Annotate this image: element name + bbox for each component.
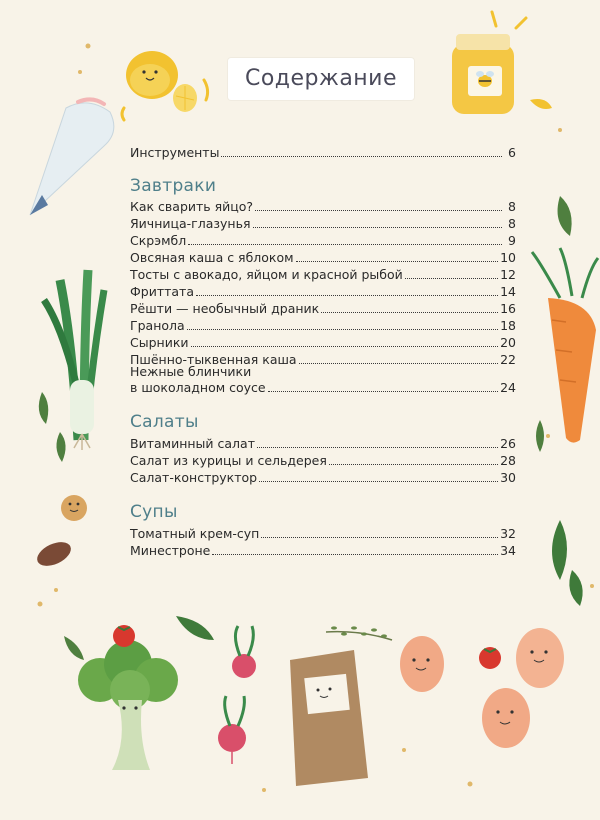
toc-entry-page: 8 xyxy=(508,199,516,214)
toc-entry-label: Салат-конструктор xyxy=(130,470,258,485)
toc-entry-label-line1[interactable]: Нежные блинчики xyxy=(130,364,252,379)
toc-entry-label: Гранола xyxy=(130,318,185,333)
toc-leader xyxy=(296,261,499,262)
section-heading: Салаты xyxy=(130,412,199,432)
section-heading: Завтраки xyxy=(130,176,217,196)
carrot-icon xyxy=(532,248,598,443)
paper-bag-icon xyxy=(290,650,368,786)
toc-entry[interactable] xyxy=(130,543,516,559)
toc-entry-label: в шоколадном соусе xyxy=(130,380,266,395)
toc-entry-label: Минестроне xyxy=(130,543,211,558)
toc-entry-page: 18 xyxy=(500,318,516,333)
thyme-sprig-icon xyxy=(326,626,392,640)
toc-entry-label: Как сварить яйцо? xyxy=(130,199,254,214)
toc-entry-page: 20 xyxy=(500,335,516,350)
toc-entry[interactable] xyxy=(130,267,516,283)
toc-leader xyxy=(191,346,499,347)
toc-leader xyxy=(405,278,498,279)
toc-leader xyxy=(221,156,502,157)
broccoli-icon xyxy=(78,640,178,770)
toc-entry[interactable] xyxy=(130,284,516,300)
toc-leader xyxy=(187,329,498,330)
toc-entry-page: 22 xyxy=(500,352,516,367)
toc-leader xyxy=(329,464,498,465)
nut-icon xyxy=(33,495,87,571)
toc-entry-label: Инструменты xyxy=(130,145,220,160)
toc-entry[interactable] xyxy=(130,335,516,351)
toc-entry[interactable] xyxy=(130,145,516,161)
toc-leader xyxy=(268,391,498,392)
toc-entry-page: 26 xyxy=(500,436,516,451)
toc-entry-label: Скрэмбл xyxy=(130,233,187,248)
honey-jar-icon xyxy=(452,12,552,114)
toc-entry-page: 28 xyxy=(500,453,516,468)
toc-leader xyxy=(253,227,503,228)
radish-icon xyxy=(218,626,256,764)
toc-entry[interactable] xyxy=(130,436,516,452)
toc-leader xyxy=(196,295,498,296)
toc-entry-page: 32 xyxy=(500,526,516,541)
toc-entry-label: Томатный крем-суп xyxy=(130,526,260,541)
toc-leader xyxy=(259,481,498,482)
toc-entry[interactable] xyxy=(130,301,516,317)
toc-entry-label: Сырники xyxy=(130,335,189,350)
toc-leader xyxy=(212,554,498,555)
toc-entry-label: Салат из курицы и сельдерея xyxy=(130,453,327,468)
toc-entry[interactable] xyxy=(130,470,516,486)
piping-bag-icon xyxy=(30,99,114,215)
toc-entry-page: 30 xyxy=(500,470,516,485)
toc-entry-label: Рёшти — необычный драник xyxy=(130,301,320,316)
toc-entry[interactable] xyxy=(130,318,516,334)
toc-leader xyxy=(257,447,498,448)
toc-leader xyxy=(255,210,502,211)
toc-entry-page: 14 xyxy=(500,284,516,299)
egg-icon xyxy=(400,628,564,748)
toc-entry-page: 16 xyxy=(500,301,516,316)
lemon-icon xyxy=(122,51,208,120)
toc-entry[interactable] xyxy=(130,250,516,266)
toc-entry-label: Фриттата xyxy=(130,284,194,299)
toc-entry[interactable] xyxy=(130,199,516,215)
leek-icon xyxy=(44,270,104,450)
toc-leader xyxy=(299,363,498,364)
toc-entry[interactable] xyxy=(130,453,516,469)
toc-entry-page: 8 xyxy=(508,216,516,231)
toc-entry-label: Витаминный салат xyxy=(130,436,255,451)
toc-entry-page: 10 xyxy=(500,250,516,265)
toc-entry-label: Яичница-глазунья xyxy=(130,216,251,231)
page-title: Содержание xyxy=(244,66,398,91)
toc-leader xyxy=(261,537,498,538)
toc-entry-page: 12 xyxy=(500,267,516,282)
toc-entry-label: Тосты с авокадо, яйцом и красной рыбой xyxy=(130,267,403,282)
section-heading: Супы xyxy=(130,502,178,522)
toc-entry-label: Пшённо-тыквенная каша xyxy=(130,352,297,367)
toc-entry[interactable] xyxy=(130,216,516,232)
toc-entry-page: 34 xyxy=(500,543,516,558)
toc-entry[interactable] xyxy=(130,380,516,396)
toc-leader xyxy=(188,244,502,245)
toc-entry-page: 6 xyxy=(508,145,516,160)
toc-entry-page: 24 xyxy=(500,380,516,395)
toc-entry-label: Овсяная каша с яблоком xyxy=(130,250,294,265)
toc-leader xyxy=(321,312,498,313)
toc-entry[interactable] xyxy=(130,233,516,249)
toc-entry-page: 9 xyxy=(508,233,516,248)
toc-entry[interactable] xyxy=(130,526,516,542)
